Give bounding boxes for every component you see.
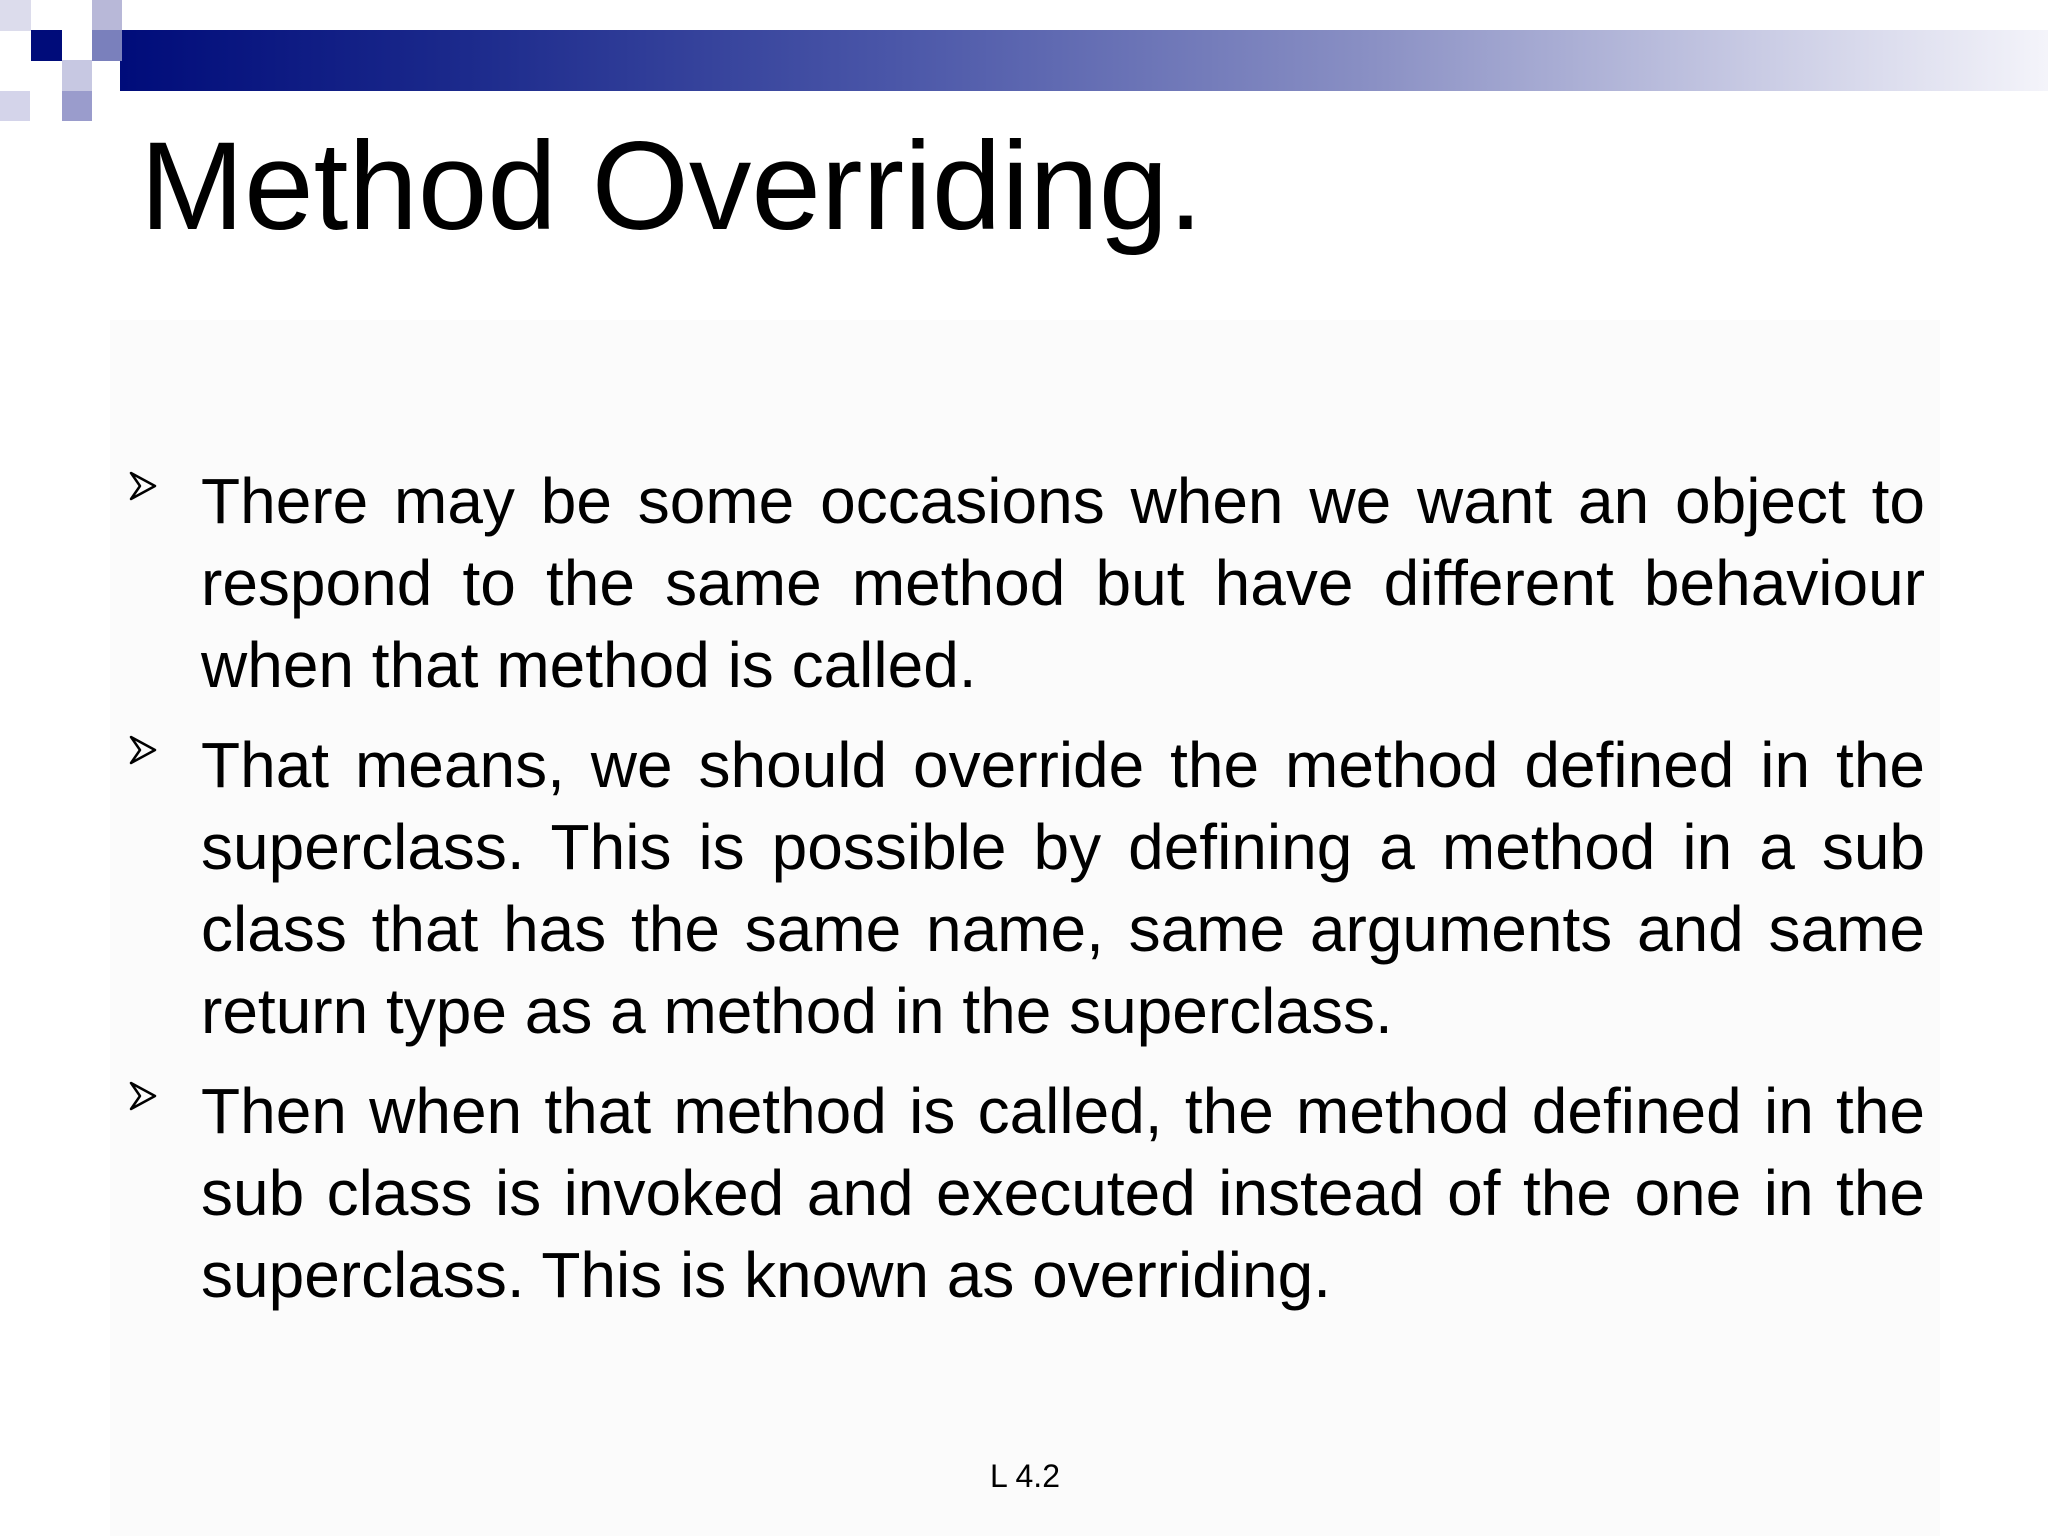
- bullet-text: Then when that method is called, the method defined in the sub class is invoked and executed instead of the one in the superclass. This is known as overriding.: [201, 1075, 1925, 1311]
- decor-square: [92, 30, 122, 61]
- bullet-list: [125, 460, 1925, 1334]
- arrowhead-icon: [127, 1080, 159, 1112]
- bullet-item: [125, 460, 1925, 706]
- header-gradient-bar: [120, 30, 2048, 91]
- decor-square: [62, 91, 92, 121]
- decor-square: [0, 0, 31, 31]
- slide-title: Method Overriding.: [140, 117, 1203, 256]
- decor-square: [92, 0, 122, 31]
- decor-square: [0, 91, 30, 121]
- bullet-text: There may be some occasions when we want an object to respond to the same method but have different behaviour when that method is called.: [201, 465, 1925, 701]
- bullet-item: [125, 1070, 1925, 1316]
- arrowhead-icon: [127, 470, 159, 502]
- bullet-item: [125, 724, 1925, 1052]
- decor-square: [31, 30, 62, 61]
- arrowhead-icon: [127, 734, 159, 766]
- decor-square: [62, 60, 92, 91]
- bullet-text: That means, we should override the method defined in the superclass. This is possible by defining a method in a sub class that has the same name, same arguments and same return type as a method in the superclass.: [201, 729, 1925, 1047]
- slide-number: L 4.2: [990, 1458, 1060, 1494]
